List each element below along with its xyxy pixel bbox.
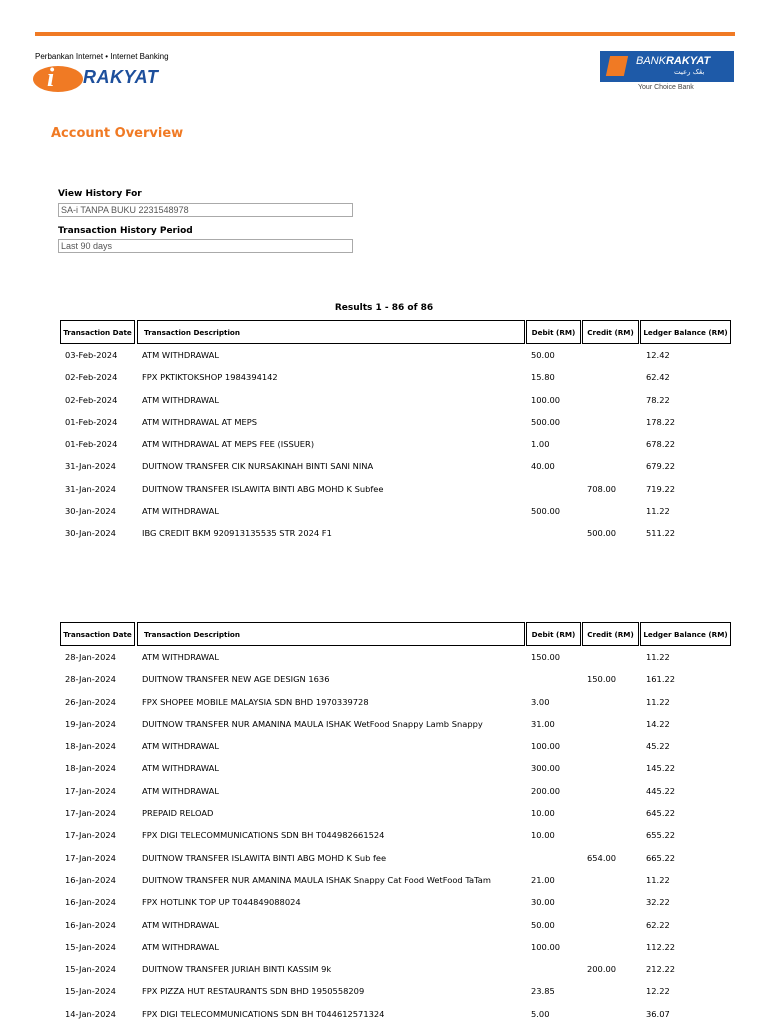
cell-description: DUITNOW TRANSFER CIK NURSAKINAH BINTI SANI NINA bbox=[142, 461, 374, 472]
cell-description: DUITNOW TRANSFER JURIAH BINTI KASSIM 9k bbox=[142, 964, 332, 975]
cell-balance: 14.22 bbox=[646, 718, 670, 729]
table-row bbox=[60, 346, 732, 368]
cell-description: FPX PIZZA HUT RESTAURANTS SDN BHD 1950558209 bbox=[142, 986, 365, 997]
cell-description: DUITNOW TRANSFER NUR AMANINA MAULA ISHAK Snappy Cat Food WetFood TaTam bbox=[142, 874, 491, 885]
cell-balance: 212.22 bbox=[646, 964, 676, 975]
table-header bbox=[60, 622, 732, 648]
col-header-debit: Debit (RM) bbox=[526, 622, 581, 646]
history-period-label: Transaction History Period bbox=[58, 226, 193, 236]
cell-date: 15-Jan-2024 bbox=[65, 941, 116, 952]
cell-balance: 45.22 bbox=[646, 741, 670, 752]
cell-balance: 145.22 bbox=[646, 763, 676, 774]
table-row bbox=[60, 391, 732, 413]
cell-balance: 11.22 bbox=[646, 696, 670, 707]
cell-balance: 12.22 bbox=[646, 986, 670, 997]
cell-balance: 11.22 bbox=[646, 506, 670, 517]
logo-text: RAKYAT bbox=[83, 67, 159, 87]
cell-balance: 11.22 bbox=[646, 874, 670, 885]
cell-date: 26-Jan-2024 bbox=[65, 696, 116, 707]
cell-balance: 36.07 bbox=[646, 1008, 670, 1019]
cell-debit: 23.85 bbox=[531, 986, 555, 997]
cell-date: 18-Jan-2024 bbox=[65, 741, 116, 752]
bank-tagline: Your Choice Bank bbox=[638, 84, 694, 91]
cell-balance: 178.22 bbox=[646, 416, 676, 427]
table-row bbox=[60, 737, 732, 759]
cell-description: ATM WITHDRAWAL bbox=[142, 652, 219, 662]
cell-debit: 30.00 bbox=[531, 897, 555, 908]
table-body bbox=[60, 346, 732, 547]
cell-credit: 500.00 bbox=[587, 528, 617, 539]
table-row bbox=[60, 715, 732, 737]
cell-credit: 150.00 bbox=[587, 674, 617, 685]
cell-date: 01-Feb-2024 bbox=[65, 439, 118, 450]
cell-debit: 10.00 bbox=[531, 808, 555, 819]
top-accent-bar bbox=[35, 32, 735, 36]
cell-balance: 511.22 bbox=[646, 528, 676, 539]
col-header-debit: Debit (RM) bbox=[526, 320, 581, 344]
table-row bbox=[60, 435, 732, 457]
cell-description: ATM WITHDRAWAL bbox=[142, 506, 219, 517]
cell-description: PREPAID RELOAD bbox=[142, 808, 214, 819]
cell-debit: 150.00 bbox=[531, 652, 561, 662]
table-row bbox=[60, 871, 732, 893]
table-row bbox=[60, 982, 732, 1004]
cell-credit: 200.00 bbox=[587, 964, 617, 975]
cell-date: 19-Jan-2024 bbox=[65, 718, 116, 729]
transactions-table-1 bbox=[60, 320, 732, 547]
cell-date: 01-Feb-2024 bbox=[65, 416, 118, 427]
cell-balance: 719.22 bbox=[646, 483, 676, 494]
col-header-date: Transaction Date bbox=[60, 622, 135, 646]
cell-balance: 62.22 bbox=[646, 919, 670, 930]
cell-balance: 665.22 bbox=[646, 852, 676, 863]
cell-balance: 78.22 bbox=[646, 394, 670, 405]
cell-balance: 12.42 bbox=[646, 350, 670, 360]
cell-balance: 32.22 bbox=[646, 897, 670, 908]
cell-date: 16-Jan-2024 bbox=[65, 919, 116, 930]
cell-debit: 3.00 bbox=[531, 696, 550, 707]
table-row bbox=[60, 826, 732, 848]
cell-description: ATM WITHDRAWAL bbox=[142, 763, 219, 774]
cell-description: FPX DIGI TELECOMMUNICATIONS SDN BH T044982661524 bbox=[142, 830, 385, 841]
cell-date: 18-Jan-2024 bbox=[65, 763, 116, 774]
cell-date: 02-Feb-2024 bbox=[65, 372, 118, 383]
cell-description: ATM WITHDRAWAL bbox=[142, 919, 219, 930]
cell-debit: 100.00 bbox=[531, 394, 561, 405]
col-header-credit: Credit (RM) bbox=[582, 320, 639, 344]
cell-description: ATM WITHDRAWAL bbox=[142, 741, 219, 752]
cell-date: 16-Jan-2024 bbox=[65, 874, 116, 885]
cell-credit: 654.00 bbox=[587, 852, 617, 863]
cell-date: 02-Feb-2024 bbox=[65, 394, 118, 405]
table-row bbox=[60, 648, 732, 670]
history-period-select[interactable]: Last 90 days bbox=[58, 239, 353, 253]
col-header-balance: Ledger Balance (RM) bbox=[640, 622, 731, 646]
table-header bbox=[60, 320, 732, 346]
results-count: Results 1 - 86 of 86 bbox=[334, 303, 434, 313]
table-row bbox=[60, 804, 732, 826]
cell-date: 28-Jan-2024 bbox=[65, 674, 116, 685]
cell-debit: 500.00 bbox=[531, 506, 561, 517]
table-row bbox=[60, 502, 732, 524]
bank-name-bold: RAKYAT bbox=[665, 55, 711, 67]
cell-date: 15-Jan-2024 bbox=[65, 986, 116, 997]
cell-credit: 708.00 bbox=[587, 483, 617, 494]
bank-name-light: BANK bbox=[636, 55, 666, 67]
table-row bbox=[60, 413, 732, 435]
col-header-description: Transaction Description bbox=[137, 622, 525, 646]
cell-debit: 21.00 bbox=[531, 874, 555, 885]
cell-description: FPX PKTIKTOKSHOP 1984394142 bbox=[142, 372, 278, 383]
bank-name bbox=[636, 55, 710, 67]
cell-debit: 50.00 bbox=[531, 350, 555, 360]
col-header-date: Transaction Date bbox=[60, 320, 135, 344]
cell-debit: 5.00 bbox=[531, 1008, 550, 1019]
cell-date: 15-Jan-2024 bbox=[65, 964, 116, 975]
cell-debit: 100.00 bbox=[531, 741, 561, 752]
table-row bbox=[60, 457, 732, 479]
cell-debit: 1.00 bbox=[531, 439, 550, 450]
cell-balance: 112.22 bbox=[646, 941, 676, 952]
cell-date: 17-Jan-2024 bbox=[65, 785, 116, 796]
cell-debit: 100.00 bbox=[531, 941, 561, 952]
cell-date: 17-Jan-2024 bbox=[65, 852, 116, 863]
cell-date: 31-Jan-2024 bbox=[65, 483, 116, 494]
history-account-select[interactable]: SA-i TANPA BUKU 2231548978 bbox=[58, 203, 353, 217]
cell-description: ATM WITHDRAWAL AT MEPS FEE (ISSUER) bbox=[142, 439, 315, 450]
cell-description: ATM WITHDRAWAL bbox=[142, 394, 219, 405]
cell-description: FPX HOTLINK TOP UP T044849088024 bbox=[142, 897, 301, 908]
cell-description: DUITNOW TRANSFER ISLAWITA BINTI ABG MOHD K Sub fee bbox=[142, 852, 387, 863]
cell-balance: 678.22 bbox=[646, 439, 676, 450]
cell-balance: 655.22 bbox=[646, 830, 676, 841]
col-header-balance: Ledger Balance (RM) bbox=[640, 320, 731, 344]
logo-i-letter: i bbox=[47, 63, 55, 92]
table-row bbox=[60, 960, 732, 982]
cell-date: 14-Jan-2024 bbox=[65, 1008, 116, 1019]
bank-logo-mark-icon bbox=[606, 56, 628, 76]
table-row bbox=[60, 524, 732, 546]
cell-balance: 445.22 bbox=[646, 785, 676, 796]
cell-balance: 161.22 bbox=[646, 674, 676, 685]
brand-subtitle: Perbankan Internet • Internet Banking bbox=[35, 52, 169, 61]
table-row bbox=[60, 368, 732, 390]
cell-date: 03-Feb-2024 bbox=[65, 350, 118, 360]
table-row bbox=[60, 849, 732, 871]
cell-description: DUITNOW TRANSFER ISLAWITA BINTI ABG MOHD K Subfee bbox=[142, 483, 384, 494]
col-header-description: Transaction Description bbox=[137, 320, 525, 344]
cell-description: IBG CREDIT BKM 920913135535 STR 2024 F1 bbox=[142, 528, 332, 539]
cell-debit: 300.00 bbox=[531, 763, 561, 774]
cell-date: 17-Jan-2024 bbox=[65, 830, 116, 841]
cell-balance: 62.42 bbox=[646, 372, 670, 383]
cell-debit: 31.00 bbox=[531, 718, 555, 729]
cell-date: 31-Jan-2024 bbox=[65, 461, 116, 472]
table-row bbox=[60, 759, 732, 781]
cell-balance: 11.22 bbox=[646, 652, 670, 662]
cell-balance: 645.22 bbox=[646, 808, 676, 819]
irakyat-logo[interactable] bbox=[33, 62, 193, 94]
table-row bbox=[60, 782, 732, 804]
table-row bbox=[60, 670, 732, 692]
cell-description: ATM WITHDRAWAL bbox=[142, 941, 219, 952]
cell-description: ATM WITHDRAWAL AT MEPS bbox=[142, 416, 257, 427]
cell-debit: 15.80 bbox=[531, 372, 555, 383]
cell-debit: 500.00 bbox=[531, 416, 561, 427]
col-header-credit: Credit (RM) bbox=[582, 622, 639, 646]
cell-date: 30-Jan-2024 bbox=[65, 528, 116, 539]
table-row bbox=[60, 480, 732, 502]
table-row bbox=[60, 916, 732, 938]
table-row bbox=[60, 893, 732, 915]
cell-description: ATM WITHDRAWAL bbox=[142, 785, 219, 796]
transactions-table-2 bbox=[60, 622, 732, 1027]
cell-debit: 10.00 bbox=[531, 830, 555, 841]
cell-debit: 50.00 bbox=[531, 919, 555, 930]
bank-name-arabic: بڠک رعيت bbox=[674, 68, 705, 76]
bank-rakyat-logo bbox=[600, 51, 734, 82]
cell-description: DUITNOW TRANSFER NUR AMANINA MAULA ISHAK WetFood Snappy Lamb Snappy bbox=[142, 718, 483, 729]
cell-description: DUITNOW TRANSFER NEW AGE DESIGN 1636 bbox=[142, 674, 330, 685]
logo-oval-shape bbox=[33, 66, 83, 92]
cell-date: 16-Jan-2024 bbox=[65, 897, 116, 908]
table-row bbox=[60, 693, 732, 715]
table-row bbox=[60, 938, 732, 960]
cell-debit: 40.00 bbox=[531, 461, 555, 472]
cell-date: 30-Jan-2024 bbox=[65, 506, 116, 517]
cell-balance: 679.22 bbox=[646, 461, 676, 472]
cell-description: ATM WITHDRAWAL bbox=[142, 350, 219, 360]
cell-description: FPX DIGI TELECOMMUNICATIONS SDN BH T044612571324 bbox=[142, 1008, 385, 1019]
history-account-label: View History For bbox=[58, 189, 142, 199]
page-title: Account Overview bbox=[51, 126, 184, 141]
cell-date: 28-Jan-2024 bbox=[65, 652, 116, 662]
cell-date: 17-Jan-2024 bbox=[65, 808, 116, 819]
cell-debit: 200.00 bbox=[531, 785, 561, 796]
cell-description: FPX SHOPEE MOBILE MALAYSIA SDN BHD 1970339728 bbox=[142, 696, 369, 707]
table-body bbox=[60, 648, 732, 1027]
